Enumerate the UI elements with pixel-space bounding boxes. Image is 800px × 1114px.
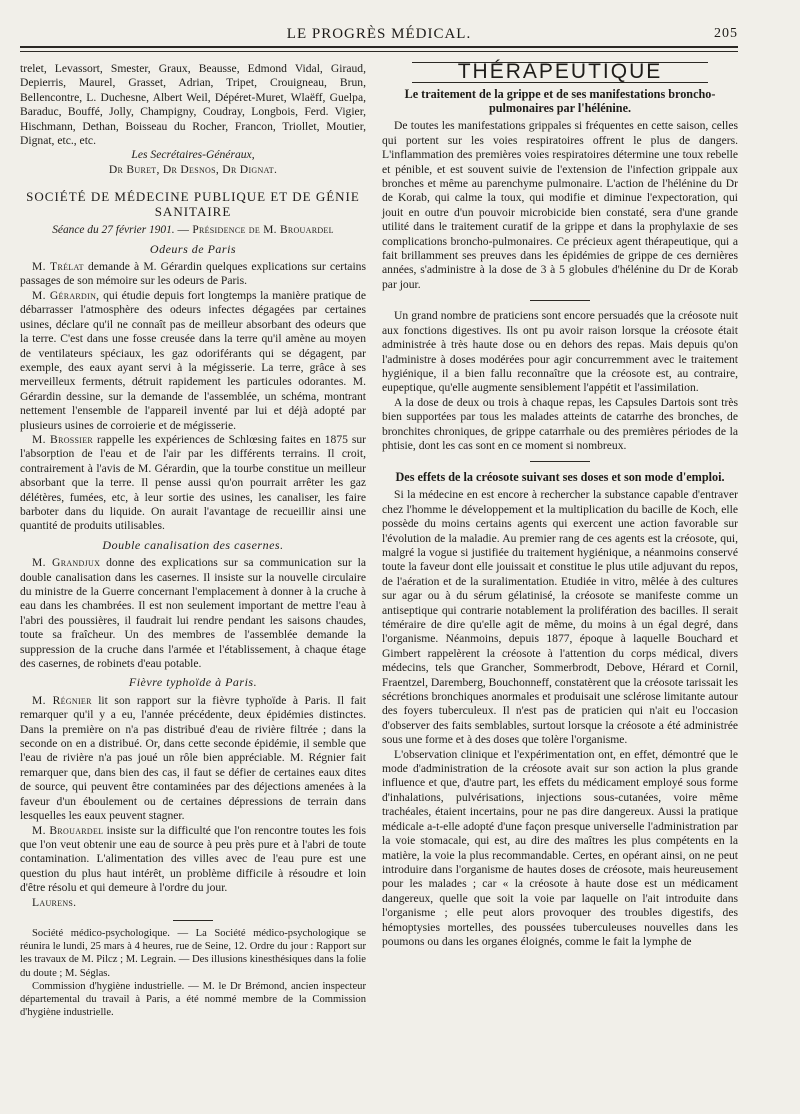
speaker-name: M. Grandjux <box>32 556 101 570</box>
paragraph-regnier <box>20 694 366 824</box>
subheading-fievre: Fièvre typhoïde à Paris. <box>128 675 258 690</box>
article-creosote-paragraph-1: Un grand nombre de praticiens sont encore persuadés que la créosote nuit aux fonctions digestives. Ils ont pu avoir raison lorsque la créosote était administrée à très haute dose ou en dehors des repas. Mais depuis qu'on l'administre à doses modérées pour agir concurremment avec le traitement hygiénique, il a bien fallu reconnaître que la créosote est, au contraire, eupeptique, qu'elle augmente sensiblement l'appétit et l'assimilation. <box>382 309 738 395</box>
header-rule-thin <box>20 51 738 52</box>
section-title: THÉRAPEUTIQUE <box>412 62 708 83</box>
subheading-odeurs: Odeurs de Paris <box>149 241 237 256</box>
session-date: Séance du 27 février 1901. <box>52 224 175 237</box>
paragraph-text: demande à M. Gérardin quelques explications sur certains passages de son mémoire sur les odeurs de Paris. <box>20 260 366 288</box>
speaker-name: M. Régnier <box>32 693 92 707</box>
page-header <box>20 22 738 46</box>
notice-societe-medico-psychologique: Société médico-psychologique. — La Société médico-psychologique se réunira le lundi, 25 mars à 4 heures, rue de Seine, 12. Ordre du jour : Rapport sur les travaux de M. Pilcz ; M. Legrain. — Des illusions kinesthésiques dans la folie du doute ; M. Séglas. <box>20 927 366 979</box>
members-list: trelet, Levassort, Smester, Graux, Beausse, Edmond Vidal, Giraud, Depierris, Maurel, Grasset, Adrian, Tripet, Crouigneau, Brun, Bellencontre, L. Duchesne, Albert Weil, Dépéret-Muret, Wlaëff, Guelpa, Baraduc, Bouffé, Jolly, Champigny, Coudray, Longbois, Ferd. Vigier, Hischmann, Dethan, Boisseau du Rocher, Francon, Triollet, Moutier, Dignat, etc., etc. <box>20 62 366 148</box>
secretaries-label: Les Secrétaires-Généraux, <box>131 148 255 162</box>
right-column <box>382 62 738 949</box>
paragraph-text: donne des explications sur sa communication sur la double canalisation dans les casernes. Il insiste sur la nouvelle circulaire du ministre de la Guerre concernant l'emplacement à donner à la cruche à eau dans les chambrées. Il est non seulement important de mettre l'eau à l'abri des poussières, il faudrait lui rendre pendant les saisons chaudes, toute sa fraîcheur. Un des membres de l'assemblée demande la suppression de la cruche dans l'armée et l'établissement, à chaque étage des casernes, de robinets d'eau potable. <box>20 556 366 671</box>
speaker-name: M. Brossier <box>32 432 94 446</box>
article-grippe-paragraph: De toutes les manifestations grippales si fréquentes en cette saison, celles qui portent sur les voies respiratoires offrent le plus de dangers. L'inflammation des premières voies respiratoires détermine une toux rebelle et pénible, et est souvent suivie de l'extension de l'infection grippale aux bronches et même au parenchyme pulmonaire. L'action de l'hélénine du Dr de Korab, qui calme la toux, qui modifie et diminue l'expectoration, qui jouit en outre d'un pouvoir microbicide bien constaté, sera d'une grande utilité dans le traitement curatif de la grippe et dans la prophylaxie de ses complications broncho-pulmonaires. Ce précieux agent thérapeutique, qui a fait brillamment ses preuves dans les épidémies de grippe de ces dernières années, s'administre à la dose de 3 à 5 globules d'hélénine du Dr de Korab par jour. <box>382 119 738 291</box>
paragraph-text: lit son rapport sur la fièvre typhoïde à Paris. Il fait remarquer qu'il y a eu, l'année précédente, deux épidémies distinctes. Dans la première on n'a pas distribué d'eau de rivière filtrée ; dans la seconde on en a distribué. Or, dans cette seconde épidémie, il semble que l'eau de rivière n'a pas joué un rôle bien appréciable. M. Régnier fait remarquer que, dans bien des cas, il faut se défier de certaines eaux dites de source, qui peuvent être contaminées par des déjections amenées à la faveur d'un éboulement ou de certaines dépressions de terrain dans lesquelles les eaux peuvent stagner. <box>20 693 366 823</box>
speaker-name: M. Gérardin, <box>32 288 100 302</box>
divider <box>173 920 213 921</box>
divider <box>530 300 590 301</box>
article-effets-paragraph-2: L'observation clinique et l'expérimentation ont, en effet, démontré que le mode d'administration de la créosote avait sur son action la plus grande influence et que, d'autre part, les effets du médicament employé sous forme d'inhalations, pulvérisations, injections sous-cutanées, voire même trachéales, étaient incertains, pour ne pas dire dangereux. Aussi la pratique médicale a-t-elle adopté d'une façon presque universelle l'administration par la voie stomacale, qui est, au dire des maîtres les plus compétents en la matière, la voie la plus recommandable. Certes, en opérant ainsi, on ne peut introduire dans l'organisme de hautes doses de créosote, mais heureusement pour les malades ; car « la créosote à haute dose est un médicament dangereux, quelle que soit la voie par laquelle on l'ait introduite dans l'organisme ; elle peut alors provoquer des troubles digestifs, des hémoptysies mortelles, des poussées tuberculeuses nouvelles dans les poumons ou dans les organes éloignés, comme le fait la lymphe de <box>382 747 738 948</box>
speaker-name: M. Trélat <box>32 260 84 274</box>
paragraph-brouardel <box>20 824 366 896</box>
session-presidence: — Présidence de M. Brouardel <box>177 224 334 237</box>
secretaries-names: Dr Buret, Dr Desnos, Dr Dignat. <box>108 162 278 176</box>
subheading-casernes: Double canalisation des casernes. <box>102 537 284 552</box>
article-title-grippe: Le traitement de la grippe et de ses manifestations broncho-pulmonaires par l'hélénine. <box>404 87 716 116</box>
paragraph-gerardin <box>20 289 366 433</box>
header-rule-thick <box>20 46 738 48</box>
society-title: SOCIÉTÉ DE MÉDECINE PUBLIQUE ET DE GÉNIE SANITAIRE <box>26 189 360 220</box>
article-creosote-paragraph-2: A la dose de deux ou trois à chaque repas, les Capsules Dartois sont très bien supportées par tous les malades atteints de catarrhe des bronches, de bronchites chroniques, de grippe catarrhale ou des premières périodes de la phtisie, dont les cas sont en ce moment si nombreux. <box>382 395 738 452</box>
divider <box>530 461 590 462</box>
signature-laurens: Laurens. <box>32 895 77 909</box>
paragraph-grandjux <box>20 556 366 671</box>
paragraph-trelat <box>20 260 366 289</box>
paragraph-text: qui étudie depuis fort longtemps la manière pratique de débarrasser l'atmosphère des odeurs infectes dégagées par certaines usines, déclare qu'il ne connaît pas de meilleur absorbant des odeurs que la terre. C'est dans une fosse creusée dans la terre qu'il amène au moyen de ventilateurs spéciaux, les gaz odoriférants qui se dégagent, par exemple, des eaux ayant servi à la mégisserie. La terre, grâce à ses merveilleux ferments, détruit rapidement les particules odorantes. M. Gérardin dessine, sur la demande de l'assemblée, un schéma, montrant nettement l'ensemble de l'appareil inventé par lui et déjà adopté par plusieurs usines de corroierie et de mégisserie. <box>20 288 366 432</box>
page-number: 205 <box>714 26 738 41</box>
notice-commission-hygiene: Commission d'hygiène industrielle. — M. le Dr Brémond, ancien inspecteur départemental du travail à Paris, a été nommé membre de la Commission d'hygiène industrielle. <box>20 980 366 1019</box>
speaker-name: M. Brouardel <box>32 823 104 837</box>
left-column <box>20 62 366 1019</box>
session-line <box>20 223 366 237</box>
article-title-creosote-effets: Des effets de la créosote suivant ses doses et son mode d'emploi. <box>395 470 725 485</box>
article-effets-paragraph-1: Si la médecine en est encore à rechercher la substance capable d'entraver chez l'homme le développement et la multiplication du bacille de Koch, elle possède du moins certains agents qui exercent une action favorable sur l'évolution de la maladie. Au premier rang de ces agents est la créosote, qui, malgré la vogue si justifiée du traitement hygiénique, a néanmoins conservé toute la faveur dont elle jouissait et constitue le plus utile adjuvant du repos, de l'aération et de la suralimentation. Etudiée in vitro, mêlée à des cultures sur agar ou à du sérum gélatinisé, la créosote se manifeste comme un antiseptique qui contrarie notablement la prolifération des bacilles. Il serait téméraire de dire qu'elle agit de même, du moins à un égal degré, dans l'organisme. Néanmoins, depuis 1877, époque à laquelle Bouchard et Gimbert rappelèrent la créosote à l'attention du corps médical, divers médecins, tels que Grancher, Sommerbrodt, Debove, Hérard et Cornil, Fraentzel, Daremberg, Bouchonneff, constatèrent que la créosote tarissait les sécrétions bronchiques anormales et produisait une sclérose limitante autour des foyers tuberculeux. Il n'est pas de praticien qui n'ait eu l'occasion d'observer des faits semblables, surtout lorsque la créosote a été administrée sous une forme et à des doses que tolère l'organisme. <box>382 488 738 747</box>
paragraph-text: rappelle les expériences de Schlœsing faites en 1875 sur l'absorption de l'eau et de l'air par les différents terrains. Il croit, contrairement à l'avis de M. Gérardin, que la tourbe constitue un meilleur absorbant que la terre. Il pense aussi qu'on pourrait arrêter les gaz délétères, fumées, etc, à leur sortie des usines, les canaliser, les faire barboter dans du liquide. On aurait l'avantage de recueillir ainsi une quantité de produits utilisables. <box>20 432 367 533</box>
paragraph-brossier <box>20 433 366 534</box>
paragraph-text: insiste sur la difficulté que l'on rencontre toutes les fois que l'on veut obtenir une eau de source à peu près pure et à l'abri de toute contamination. L'alimentation des villes avec de l'eau pure est une question du plus haut intérêt, un problème difficile à résoudre et loin d'être résolu et qui demeure à l'ordre du jour. <box>20 823 366 895</box>
journal-title: LE PROGRÈS MÉDICAL. <box>286 26 472 42</box>
